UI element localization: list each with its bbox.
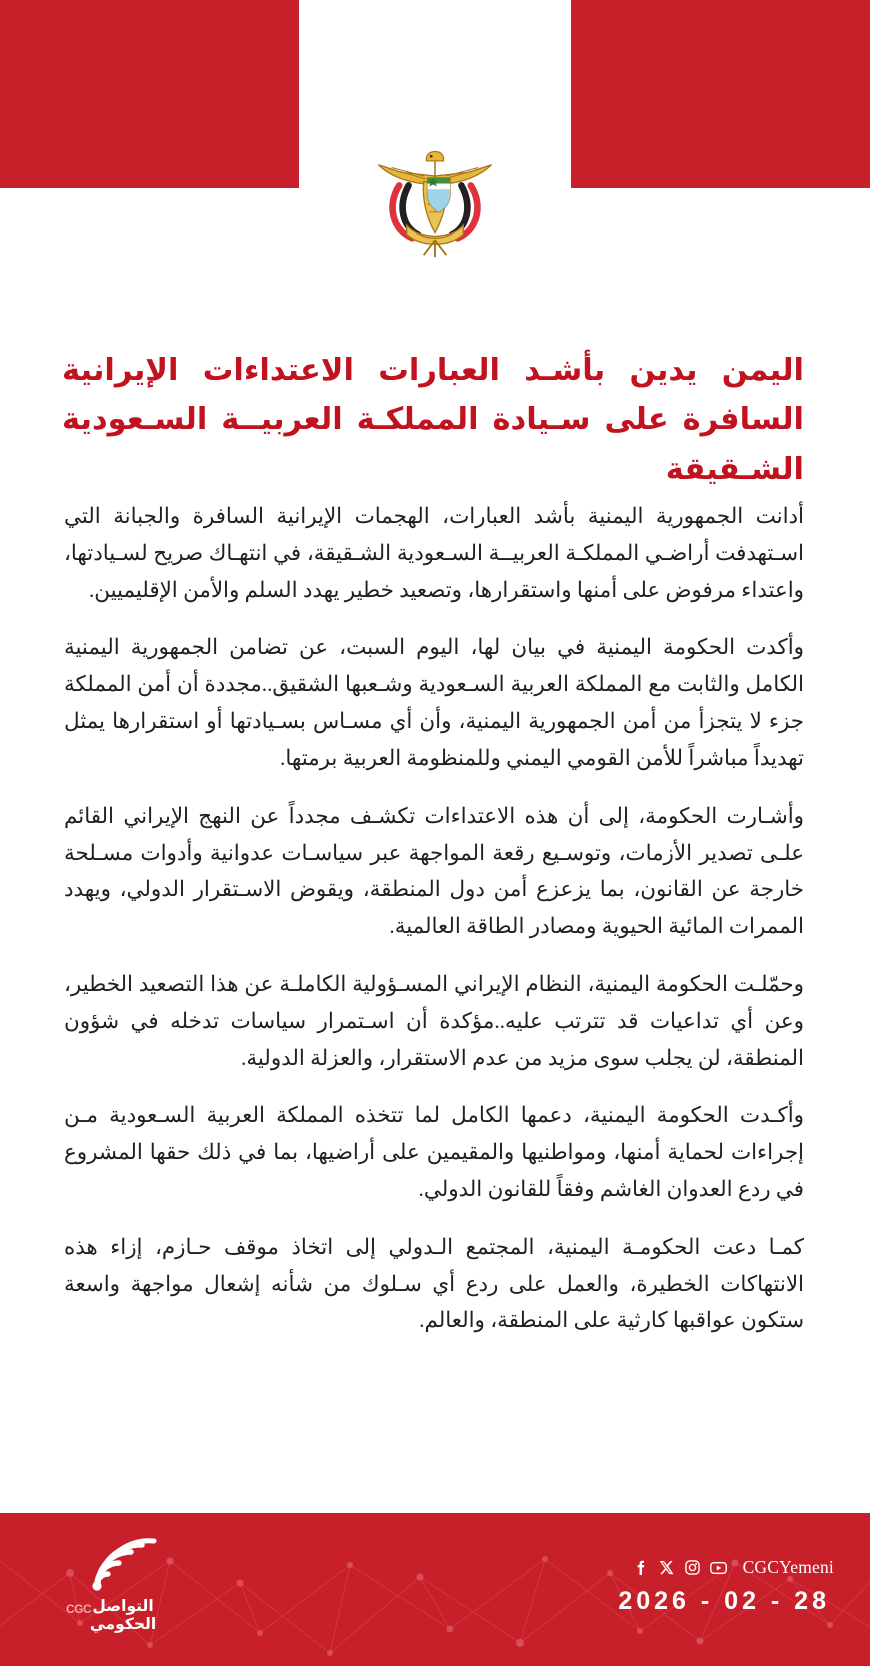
social-links[interactable] [632,1557,834,1578]
social-handle[interactable]: CGCYemeni [742,1557,834,1577]
youtube-icon[interactable] [710,1559,727,1576]
body-paragraph: وأكدت الحكومة اليمنية في بيان لها، اليوم السبت، عن تضامن الجمهورية اليمنية الكامل والثابت مع المملكة العربية السـعودية وشـعبها الشقيق..مجددة أن أمن المملكة جزء لا يتجزأ من أمن الجمهورية اليمنية، وأن أي مسـاس بسـيادتها أو استقرارها يمثل تهديداً مباشراً للأمن القومي اليمني وللمنظومة العربية برمتها. [64,635,804,770]
publish-date: 2026 - 02 - 28 [618,1587,830,1615]
body-paragraph: وأشـارت الحكومة، إلى أن هذه الاعتداءات تكشـف مجدداً عن النهج الإيراني القائم علـى تصدير الأزمات، وتوسـيع رقعة المواجهة عبر سياسـات عدوانية وأدوات مسـلحة خارجة عن القانون، بما يزعزع أمن دول المنطقة، ويقوض الاسـتقرار الدولي، ويهدد الممرات المائية الحيوية ومصادر الطاقة العالمية. [64,803,804,939]
broadcast-waves-icon [81,1535,165,1595]
cgc-initials: CGC [66,1602,92,1616]
page-title: اليمن يدين بأشـد العبارات الاعتداءات الإيرانية السافرة على سـيادة المملكـة العربيــة السـعودية الشـقيقة [62,353,804,486]
x-twitter-icon[interactable] [658,1559,675,1576]
government-communication-logo[interactable] [58,1535,188,1647]
brand-wordmark [62,1599,184,1633]
yemen-national-emblem-icon [369,127,501,259]
brand-line-2: الحكومي [89,1615,157,1633]
body-paragraph: كمـا دعت الحكومـة اليمنية، المجتمع الـدولي إلى اتخاذ موقف حـازم، إزاء هذه الانتهاكات الخطيرة، والعمل على ردع أي سـلوك من شأنه إشعال مواجهة واسعة ستكون عواقبها كارثية على المنطقة، والعالم. [64,1234,804,1333]
statement-body [64,498,804,1339]
body-paragraph: وحمّلـت الحكومة اليمنية، النظام الإيراني المسـؤولية الكاملـة عن هذا التصعيد الخطير، وعن أي تداعيات قد تترتب عليه..مؤكدة أن اسـتمرار سياسات تدخله في شؤون المنطقة، لن يجلب سوى مزيد من عدم الاستقرار، والعزلة الدولية. [64,971,804,1070]
body-paragraph: وأكـدت الحكومة اليمنية، دعمها الكامل لما تتخذه المملكة العربية السـعودية مـن إجراءات لحماية أمنها، ومواطنيها والمقيمين على أراضيها، بما في ذلك حقها المشروع في ردع العدوان الغاشم وفقاً للقانون الدولي. [64,1103,804,1201]
instagram-icon[interactable] [684,1559,701,1576]
emblem-tab [299,0,571,283]
brand-line-1: التواصل [92,1598,154,1615]
body-paragraph: أدانت الجمهورية اليمنية بأشد العبارات، الهجمات الإيرانية السافرة والجبانة التي اسـتهدفت أراضـي المملكـة العربيــة السـعودية الشـقيقة، في انتهـاك صريح لسـيادتها، واعتداء مرفوض على أمنها واستقرارها، وتصعيد خطير يهدد السلم والأمن الإقليميين. [64,504,804,602]
facebook-icon[interactable] [632,1559,649,1576]
footer-band [0,1513,870,1666]
